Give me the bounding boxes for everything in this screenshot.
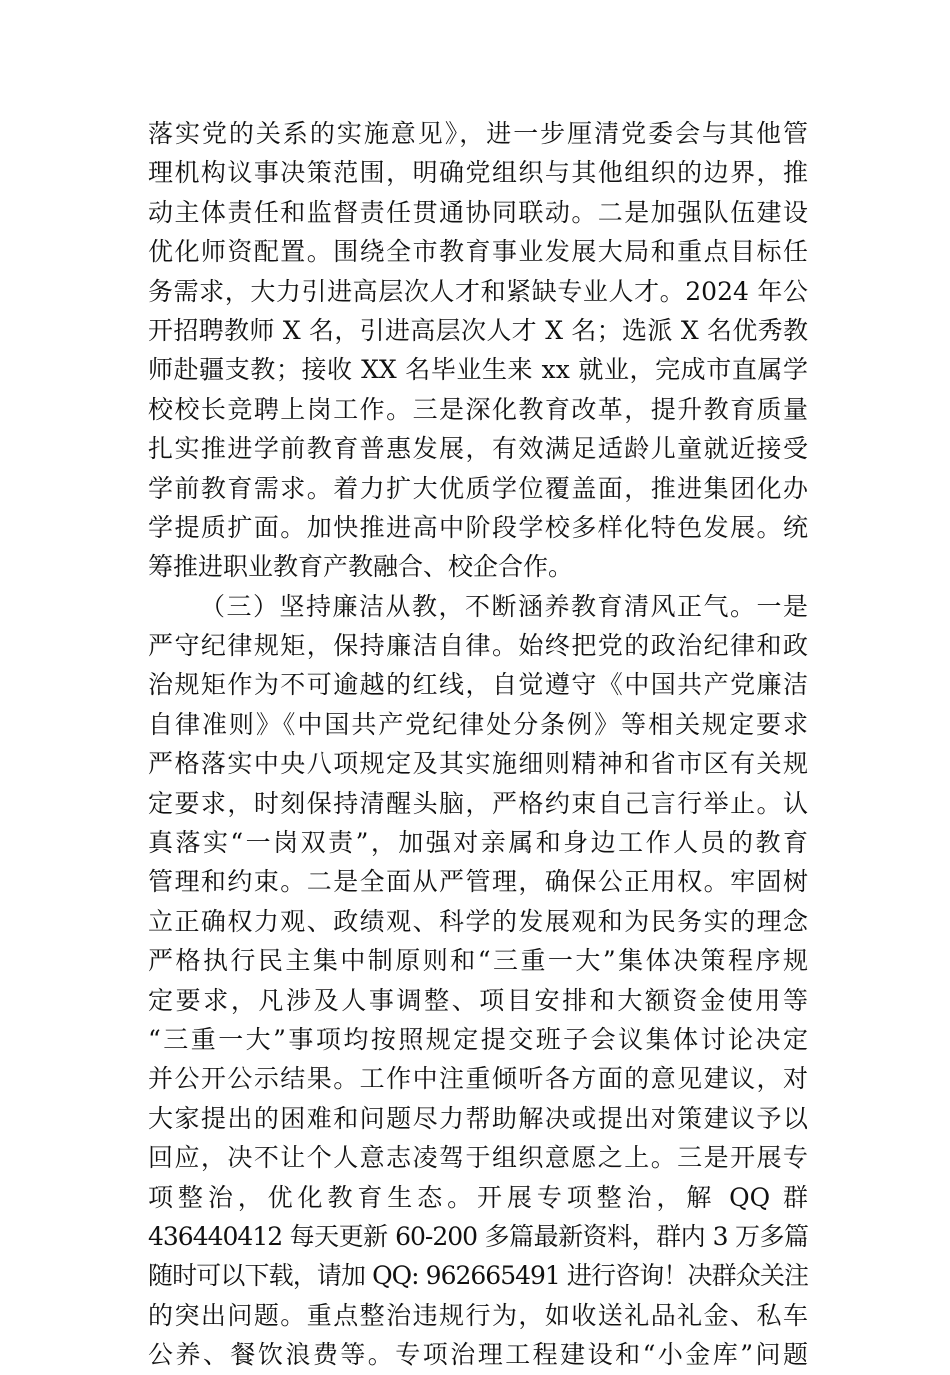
text-line: 理机构议事决策范围，明确党组织与其他组织的边界，推 xyxy=(148,158,808,188)
text-line: 开招聘教师 X 名，引进高层次人才 X 名；选派 X 名优秀教 xyxy=(148,315,808,345)
text-line: 扎实推进学前教育普惠发展，有效满足适龄儿童就近接受 xyxy=(148,434,808,464)
text-line: 师赴疆支教；接收 XX 名毕业生来 xx 就业，完成市直属学 xyxy=(148,355,808,385)
paragraph-end-line: 筹推进职业教育产教融合、校企合作。 xyxy=(148,552,574,582)
text-line: 严格执行民主集中制原则和“三重一大”集体决策程序规 xyxy=(148,946,808,976)
text-line: 立正确权力观、政绩观、科学的发展观和为民务实的理念 xyxy=(148,906,808,936)
text-line: 定要求，时刻保持清醒头脑，严格约束自己言行举止。认 xyxy=(148,788,808,818)
text-line: 严守纪律规矩，保持廉洁自律。始终把党的政治纪律和政 xyxy=(148,631,808,661)
text-line: 回应，决不让个人意志凌驾于组织意愿之上。三是开展专 xyxy=(148,1143,808,1173)
section-heading-line: （三）坚持廉洁从教，不断涵养教育清风正气。一是 xyxy=(200,591,808,621)
text-line: 学前教育需求。着力扩大优质学位覆盖面，推进集团化办 xyxy=(148,473,808,503)
text-line: 自律准则》《中国共产党纪律处分条例》等相关规定要求 xyxy=(148,709,808,739)
text-line: 大家提出的困难和问题尽力帮助解决或提出对策建议予以 xyxy=(148,1103,808,1133)
text-line: 严格落实中央八项规定及其实施细则精神和省市区有关规 xyxy=(148,749,808,779)
text-line: 治规矩作为不可逾越的红线，自觉遵守《中国共产党廉洁 xyxy=(148,670,808,700)
text-line: 436440412 每天更新 60-200 多篇最新资料，群内 3 万多篇 xyxy=(148,1221,808,1251)
text-line: 并公开公示结果。工作中注重倾听各方面的意见建议，对 xyxy=(148,1064,808,1094)
text-line: 项整治，优化教育生态。开展专项整治，解 QQ 群 xyxy=(148,1182,808,1212)
text-line: 务需求，大力引进高层次人才和紧缺专业人才。2024 年公 xyxy=(148,276,808,306)
document-body xyxy=(148,114,808,1375)
text-line: 的突出问题。重点整治违规行为，如收送礼品礼金、私车 xyxy=(148,1300,808,1330)
text-line: 定要求，凡涉及人事调整、项目安排和大额资金使用等 xyxy=(148,985,808,1015)
text-line: 管理和约束。二是全面从严管理，确保公正用权。牢固树 xyxy=(148,867,808,897)
text-line: 学提质扩面。加快推进高中阶段学校多样化特色发展。统 xyxy=(148,512,808,542)
text-line: 校校长竞聘上岗工作。三是深化教育改革，提升教育质量 xyxy=(148,394,808,424)
text-line: 公养、餐饮浪费等。专项治理工程建设和“小金库”问题 xyxy=(148,1340,808,1370)
text-line: 落实党的关系的实施意见》，进一步厘清党委会与其他管 xyxy=(148,119,808,148)
text-line: “三重一大”事项均按照规定提交班子会议集体讨论决定 xyxy=(148,1024,808,1054)
text-line: 优化师资配置。围绕全市教育事业发展大局和重点目标任 xyxy=(148,237,808,267)
text-line: 真落实“一岗双责”，加强对亲属和身边工作人员的教育 xyxy=(148,828,808,858)
text-line: 动主体责任和监督责任贯通协同联动。二是加强队伍建设 xyxy=(148,197,808,227)
text-line: 随时可以下载，请加 QQ: 962665491 进行咨询！决群众关注 xyxy=(148,1261,808,1291)
